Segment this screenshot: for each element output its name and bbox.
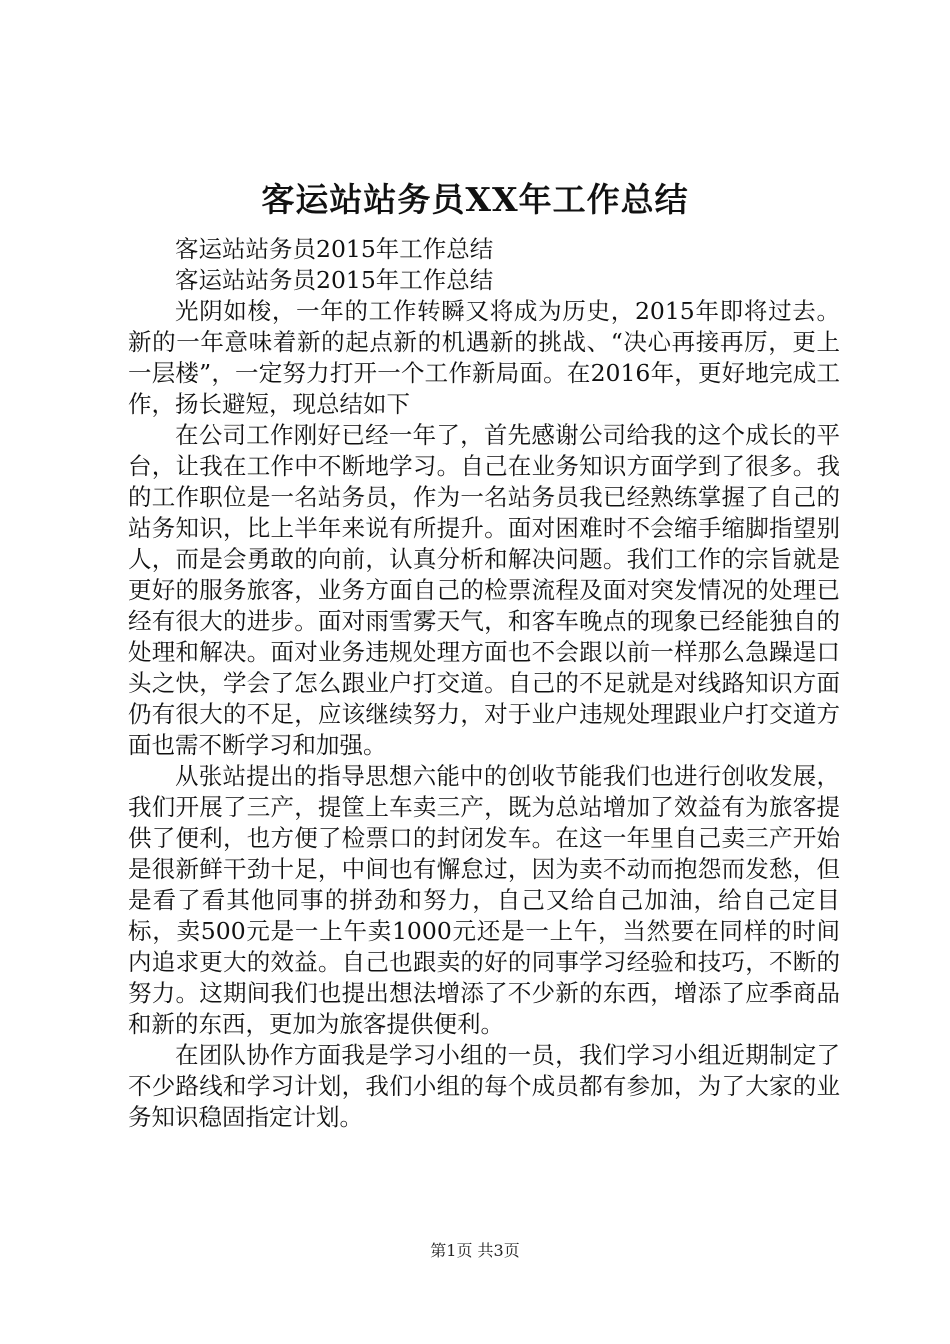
subtitle-line: 客运站站务员2015年工作总结	[175, 235, 494, 263]
page-number-footer: 第1页 共3页	[430, 1241, 520, 1260]
body-paragraph: 在公司工作刚好已经一年了，首先感谢公司给我的这个成长的平台，让我在工作中不断地学习。自己在业务知识方面学到了很多。我的工作职位是一名站务员，作为一名站务员我已经熟练掌握了自己的站务知识，比上半年来说有所提升。面对困难时不会缩手缩脚指望别人，而是会勇敢的向前，认真分析和解决问题。我们工作的宗旨就是更好的服务旅客，业务方面自己的检票流程及面对突发情况的处理已经有很大的进步。面对雨雪雾天气，和客车晚点的现象已经能独自的处理和解决。面对业务违规处理方面也不会跟以前一样那么急躁逞口头之快，学会了怎么跟业户打交道。自己的不足就是对线路知识方面仍有很大的不足，应该继续努力，对于业户违规处理跟业户打交道方面也需不断学习和加强。	[128, 421, 840, 759]
body-paragraph: 从张站提出的指导思想六能中的创收节能我们也进行创收发展，我们开展了三产，提筐上车卖三产，既为总站增加了效益有为旅客提供了便利，也方便了检票口的封闭发车。在这一年里自己卖三产开始是很新鲜干劲十足，中间也有懈怠过，因为卖不动而抱怨而发愁，但是看了看其他同事的拼劲和努力，自己又给自己加油，给自己定目标，卖500元是一上午卖1000元还是一上午，当然要在同样的时间内追求更大的效益。自己也跟卖的好的同事学习经验和技巧，不断的努力。这期间我们也提出想法增添了不少新的东西，增添了应季商品和新的东西，更加为旅客提供便利。	[128, 762, 840, 1038]
document-body	[128, 234, 840, 1133]
subtitle-line: 客运站站务员2015年工作总结	[175, 266, 494, 294]
body-paragraph: 光阴如梭，一年的工作转瞬又将成为历史，2015年即将过去。新的一年意味着新的起点新的机遇新的挑战、“决心再接再厉，更上一层楼”，一定努力打开一个工作新局面。在2016年，更好地完成工作，扬长避短，现总结如下	[128, 297, 840, 418]
document-title: 客运站站务员XX年工作总结	[261, 180, 689, 219]
body-paragraph: 在团队协作方面我是学习小组的一员，我们学习小组近期制定了不少路线和学习计划，我们小组的每个成员都有参加，为了大家的业务知识稳固指定计划。	[128, 1041, 840, 1131]
